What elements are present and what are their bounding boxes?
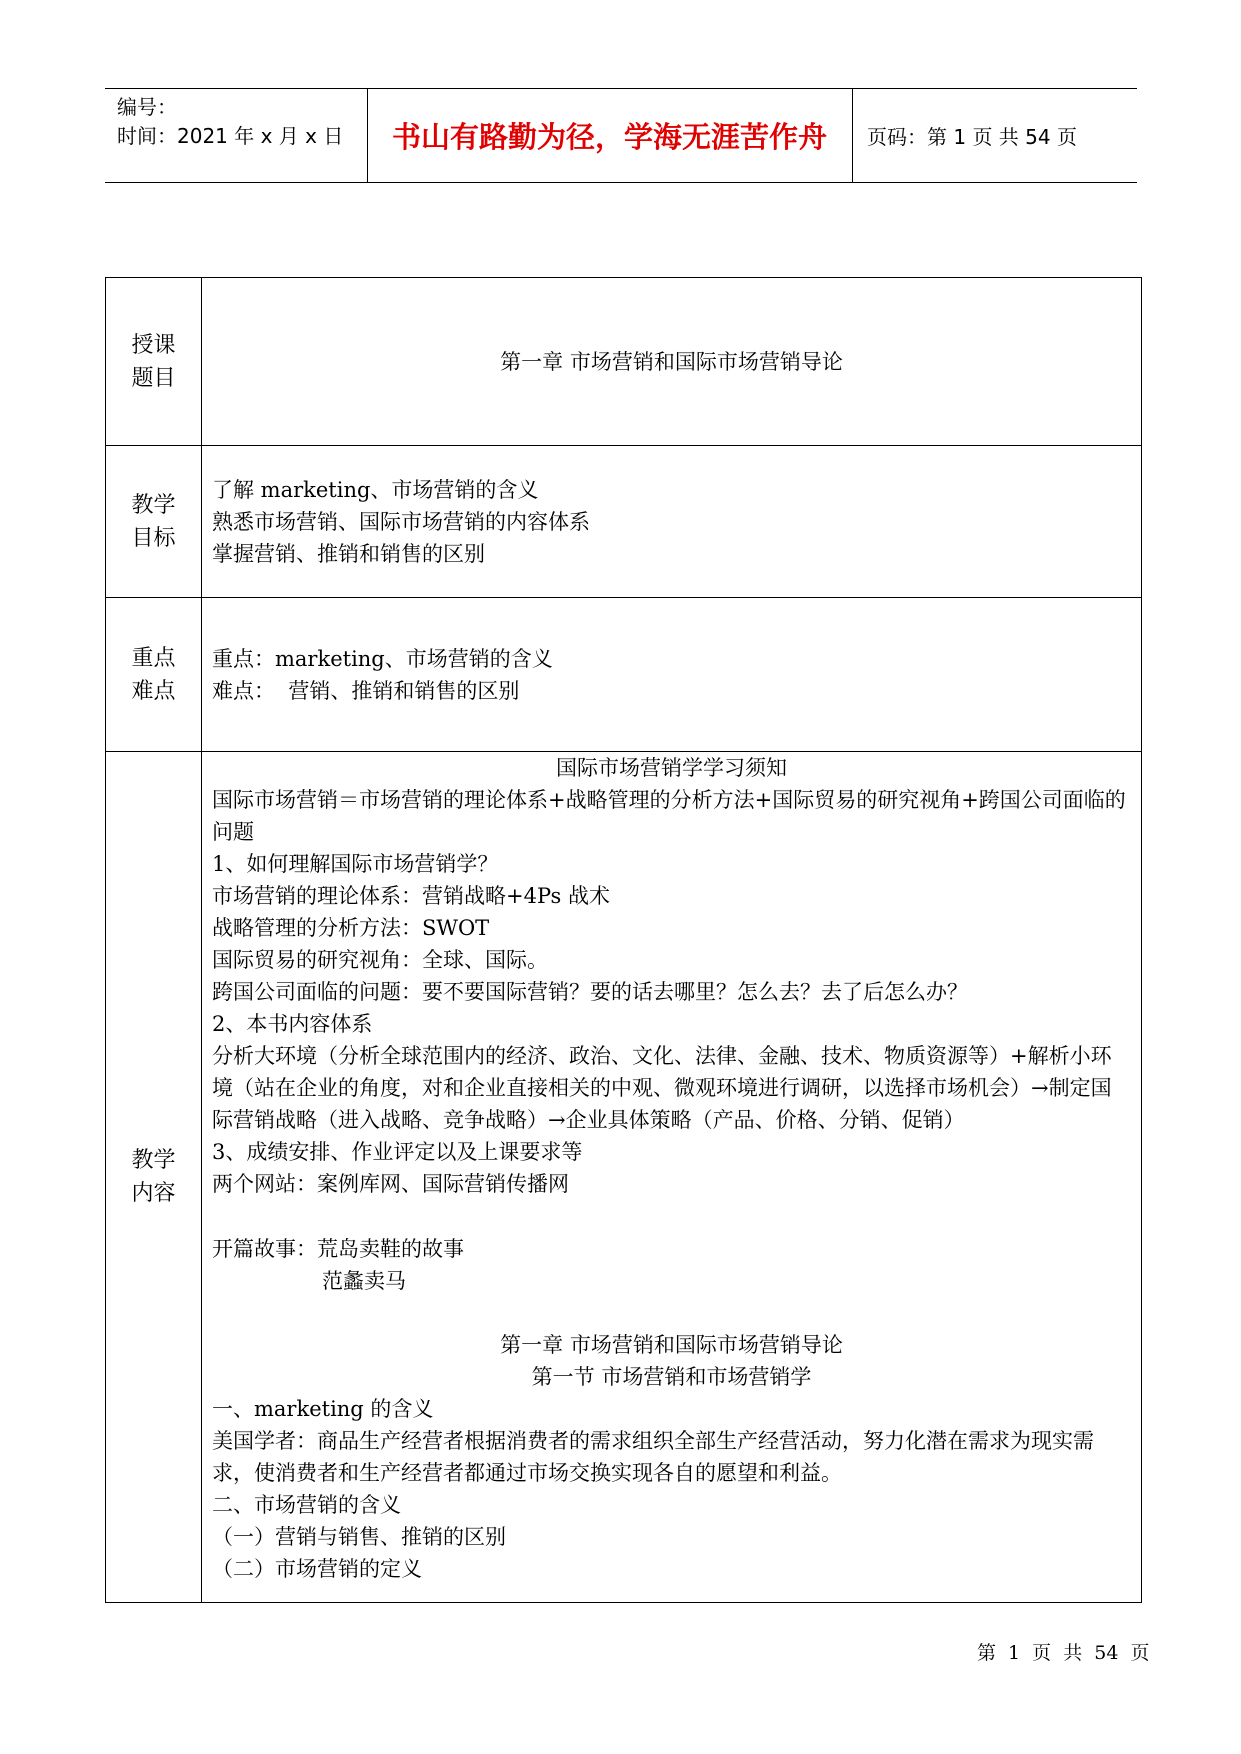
row-label (106, 278, 202, 446)
table-row-topic (106, 278, 1142, 446)
row-label (106, 598, 202, 752)
content-line: 两个网站：案例库网、国际营销传播网 (212, 1172, 569, 1196)
goal-line: 了解 marketing、市场营销的含义 (212, 477, 539, 502)
story-line: 开篇故事：荒岛卖鞋的故事 (212, 1236, 464, 1261)
label-line: 目标 (131, 525, 176, 551)
spacer (212, 1297, 1131, 1330)
label-line: 内容 (131, 1181, 176, 1206)
page-header (105, 88, 1137, 183)
spacer (212, 1200, 1131, 1233)
lesson-plan-table (105, 277, 1142, 1603)
label-line: 教学 (131, 1148, 176, 1173)
row-label (106, 446, 202, 598)
paragraph: 分析大环境（分析全球范围内的经济、政治、文化、法律、金融、技术、物质资源等）+解析小环境（站在企业的角度，对和企业直接相关的中观、微观环境进行调研，以选择市场机会）→制定国际营销战略（进入战略、竞争战略）→企业具体策略（产品、价格、分销、促销） (212, 1044, 1112, 1132)
subheading: 一、marketing 的含义 (212, 1397, 434, 1422)
story-line: 范蠡卖马 (322, 1268, 406, 1293)
table-row-goals (106, 446, 1142, 598)
page-label: 页码：第 1 页 共 54 页 (867, 125, 1077, 149)
subheading: （二）市场营销的定义 (212, 1557, 422, 1582)
header-divider (852, 89, 853, 182)
label-line: 难点 (131, 678, 176, 704)
table-row-keys (106, 598, 1142, 752)
content-value (202, 752, 1142, 1603)
goal-line: 掌握营销、推销和销售的区别 (212, 541, 485, 566)
paragraph: 国际市场营销＝市场营销的理论体系+战略管理的分析方法+国际贸易的研究视角+跨国公司面临的问题 (212, 788, 1126, 844)
table-row-content (106, 752, 1142, 1603)
header-meta (117, 93, 343, 151)
label-line: 授课 (131, 332, 176, 358)
key-line: 重点：marketing、市场营销的含义 (212, 646, 553, 671)
goal-line: 熟悉市场营销、国际市场营销的内容体系 (212, 509, 590, 534)
label-line: 题目 (131, 365, 176, 391)
subheading: （一）营销与销售、推销的区别 (212, 1525, 506, 1550)
subheading: 二、市场营销的含义 (212, 1493, 401, 1518)
goals-value (202, 446, 1142, 598)
content-line: 市场营销的理论体系：营销战略+4Ps 战术 (212, 884, 610, 908)
label-line: 重点 (131, 645, 176, 671)
content-line: 战略管理的分析方法：SWOT (212, 916, 490, 940)
key-line: 难点： 营销、推销和销售的区别 (212, 678, 520, 703)
chapter-heading: 第一章 市场营销和国际市场营销导论 (500, 1333, 843, 1358)
content-heading: 国际市场营销学学习须知 (556, 756, 787, 780)
question: 2、本书内容体系 (212, 1012, 373, 1036)
section-heading: 第一节 市场营销和市场营销学 (531, 1365, 812, 1390)
motto: 书山有路勤为径，学海无涯苦作舟 (391, 120, 827, 154)
page-footer: 第 1 页 共 54 页 (977, 1642, 1150, 1664)
row-label (106, 752, 202, 1603)
label-line: 教学 (131, 492, 176, 518)
question: 3、成绩安排、作业评定以及上课要求等 (212, 1140, 583, 1164)
content-line: 国际贸易的研究视角：全球、国际。 (212, 948, 548, 972)
question: 1、如何理解国际市场营销学？ (212, 852, 499, 876)
topic-value: 第一章 市场营销和国际市场营销导论 (202, 278, 1142, 446)
keys-value (202, 598, 1142, 752)
time-label: 时间：2021 年 x 月 x 日 (117, 124, 344, 148)
content-line: 跨国公司面临的问题：要不要国际营销？要的话去哪里？怎么去？去了后怎么办？ (212, 980, 968, 1004)
number-label: 编号： (117, 95, 177, 119)
paragraph: 美国学者：商品生产经营者根据消费者的需求组织全部生产经营活动，努力化潜在需求为现实需求，使消费者和生产经营者都通过市场交换实现各自的愿望和利益。 (212, 1429, 1094, 1486)
